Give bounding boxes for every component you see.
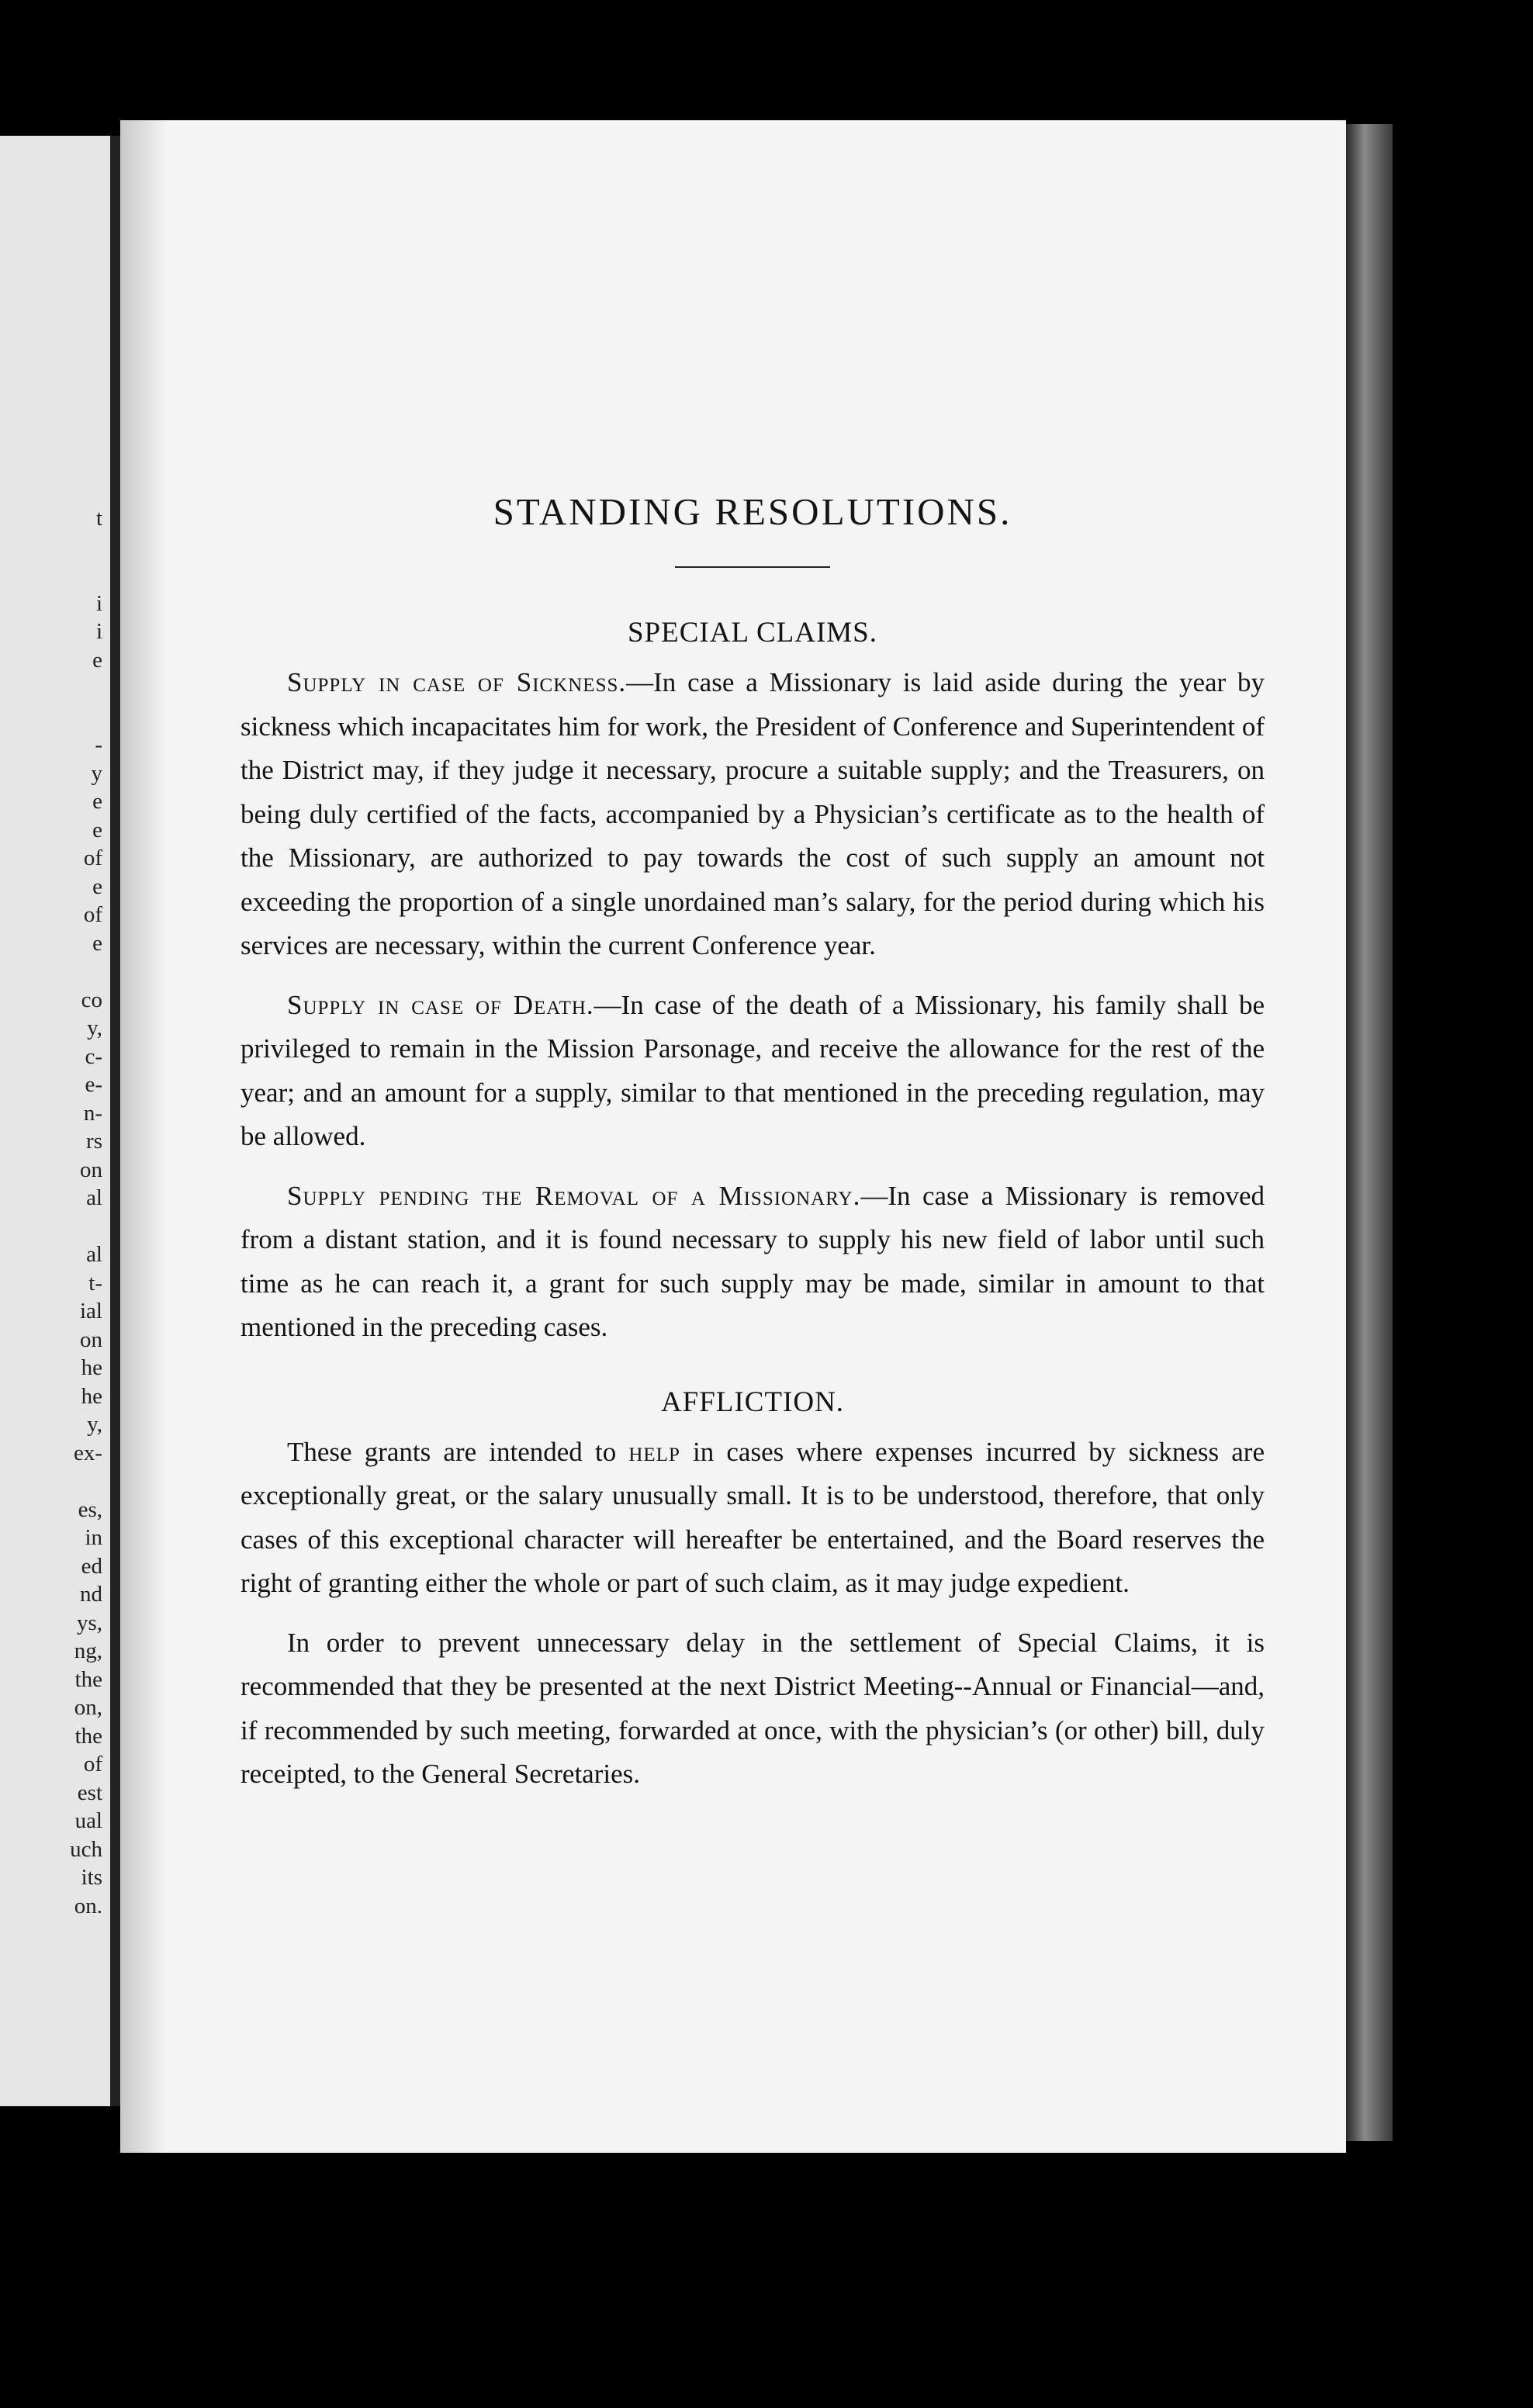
facing-page-fragment: t bbox=[95, 506, 102, 531]
facing-page-fragment bbox=[0, 703, 102, 732]
paragraph-text: In order to prevent unnecessary delay in the settlement of Special Claims, it is recommended that they be presented at the next District Meeting--Annual or Financial—and, if recommended by such meeting, forwarded at once, with the physician’s (or other) bill, duly receipted, to the General Secretaries. bbox=[241, 1627, 1265, 1789]
run-head-sickness: Supply in case of Sickness. bbox=[287, 667, 627, 697]
run-head-death: Supply in case of Death. bbox=[287, 989, 594, 1020]
facing-page-fragment: ex- bbox=[73, 1440, 102, 1465]
facing-page-fragment bbox=[0, 533, 102, 562]
facing-page-fragment: al bbox=[86, 1242, 102, 1267]
facing-page-fragment: he bbox=[81, 1383, 102, 1409]
facing-page-fragment: co bbox=[81, 987, 102, 1012]
page-shadow bbox=[120, 120, 167, 2153]
facing-page-fragment: i bbox=[95, 619, 102, 644]
facing-page-fragment: i bbox=[95, 590, 102, 616]
page-title: STANDING RESOLUTIONS. bbox=[493, 490, 1012, 533]
facing-page-fragment: nd bbox=[80, 1582, 102, 1607]
emphasis-help: help bbox=[628, 1436, 680, 1467]
facing-page-fragment: y bbox=[91, 760, 102, 786]
paragraph-removal bbox=[241, 1175, 1265, 1350]
book-gutter bbox=[110, 136, 121, 2106]
facing-page-fragment: e bbox=[92, 789, 102, 814]
facing-page-fragment: in bbox=[85, 1525, 102, 1550]
title-rule bbox=[675, 566, 830, 568]
facing-page-fragment bbox=[0, 674, 102, 703]
facing-page-fragment: on bbox=[80, 1157, 102, 1182]
facing-page-fragment: of bbox=[83, 1752, 102, 1777]
facing-page-fragment: rs bbox=[86, 1129, 102, 1154]
paragraph-death bbox=[241, 984, 1265, 1159]
facing-page-fragment: uch bbox=[70, 1836, 102, 1862]
facing-page-fragment: ual bbox=[74, 1808, 102, 1833]
run-head-removal: Supply pending the Removal of a Missionary. bbox=[287, 1180, 861, 1211]
facing-page-fragment: e bbox=[92, 817, 102, 842]
facing-page-fragment: on bbox=[80, 1327, 102, 1352]
facing-page-fragment: al bbox=[86, 1185, 102, 1210]
section-heading-special-claims: SPECIAL CLAIMS. bbox=[627, 617, 877, 649]
paragraph-sickness bbox=[241, 661, 1265, 968]
facing-page-fragment: e- bbox=[85, 1072, 102, 1097]
facing-page-fragment: e bbox=[92, 647, 102, 673]
facing-page-fragment: - bbox=[95, 732, 102, 757]
facing-page-fragment: y, bbox=[87, 1412, 102, 1437]
paragraph-text: These grants are intended to bbox=[287, 1436, 629, 1467]
facing-page-fragment: e bbox=[92, 874, 102, 899]
section-heading-affliction: AFFLICTION. bbox=[660, 1386, 845, 1418]
facing-page-fragment: e bbox=[92, 930, 102, 956]
facing-page-fragment: y, bbox=[87, 1015, 102, 1040]
facing-page-fragment: ng, bbox=[74, 1638, 102, 1663]
facing-page-fragment: n- bbox=[83, 1100, 102, 1126]
facing-page-fragment: ys, bbox=[76, 1610, 102, 1635]
page-content bbox=[241, 489, 1265, 1812]
paragraph-text: —In case of the death of a Missionary, his family shall be privileged to remain in the Mission Parsonage, and receive the allowance for the rest of the year; and an amount for a supply, similar to that mentioned in the preceding regulation, may be allowed. bbox=[241, 989, 1265, 1151]
facing-page-fragment: ed bbox=[81, 1553, 102, 1579]
facing-page-fragment: on, bbox=[74, 1695, 102, 1720]
paragraph-grants bbox=[241, 1431, 1265, 1606]
paragraph-text: —In case a Missionary is removed from a distant station, and it is found necessary to supply his new field of labor until such time as he can reach it, a grant for such supply may be made, similar in amount to that mentioned in the preceding cases. bbox=[241, 1180, 1265, 1342]
facing-page-fragments bbox=[0, 504, 109, 1920]
facing-page-fragment: t- bbox=[88, 1270, 102, 1296]
facing-page-fragment: ial bbox=[80, 1299, 102, 1323]
facing-page-fragment: of bbox=[83, 902, 102, 927]
page-edge bbox=[1346, 124, 1393, 2141]
paragraph-text: in cases where expenses incurred by sickness are exceptionally great, or the salary unusually small. It is to be understood, therefore, that only cases of this exceptional character will hereafter be entertained, and the Board reserves the right of granting either the whole or part of such claim, as it may judge expedient. bbox=[241, 1436, 1265, 1598]
facing-page-fragment bbox=[0, 1213, 102, 1241]
facing-page-fragment: he bbox=[81, 1355, 102, 1380]
facing-page-fragment: the bbox=[74, 1666, 102, 1692]
facing-page-fragment bbox=[0, 561, 102, 590]
facing-page-fragment bbox=[0, 957, 102, 986]
facing-page-fragment: of bbox=[83, 846, 102, 870]
paragraph-text: —In case a Missionary is laid aside during the year by sickness which incapacitates him for work, the President of Conference and Superintendent of the District may, if they judge it necessary, procure a suitable supply; and the Treasurers, on being duly certified of the facts, accompanied by a Physician’s certificate as to the health of the Missionary, are authorized to pay towards the cost of such supply an amount not exceeding the proportion of a single unordained man’s salary, for the period during which his services are necessary, within the current Conference year. bbox=[241, 667, 1265, 960]
facing-page-fragment bbox=[0, 1467, 102, 1496]
facing-page-fragment: es, bbox=[78, 1496, 102, 1522]
paragraph-delay bbox=[241, 1621, 1265, 1797]
facing-page-fragment: on. bbox=[74, 1893, 102, 1918]
facing-page-fragment: its bbox=[81, 1865, 102, 1890]
facing-page-fragment: c- bbox=[85, 1043, 102, 1069]
facing-page-fragment: est bbox=[77, 1780, 102, 1805]
facing-page-fragment: the bbox=[74, 1723, 102, 1749]
